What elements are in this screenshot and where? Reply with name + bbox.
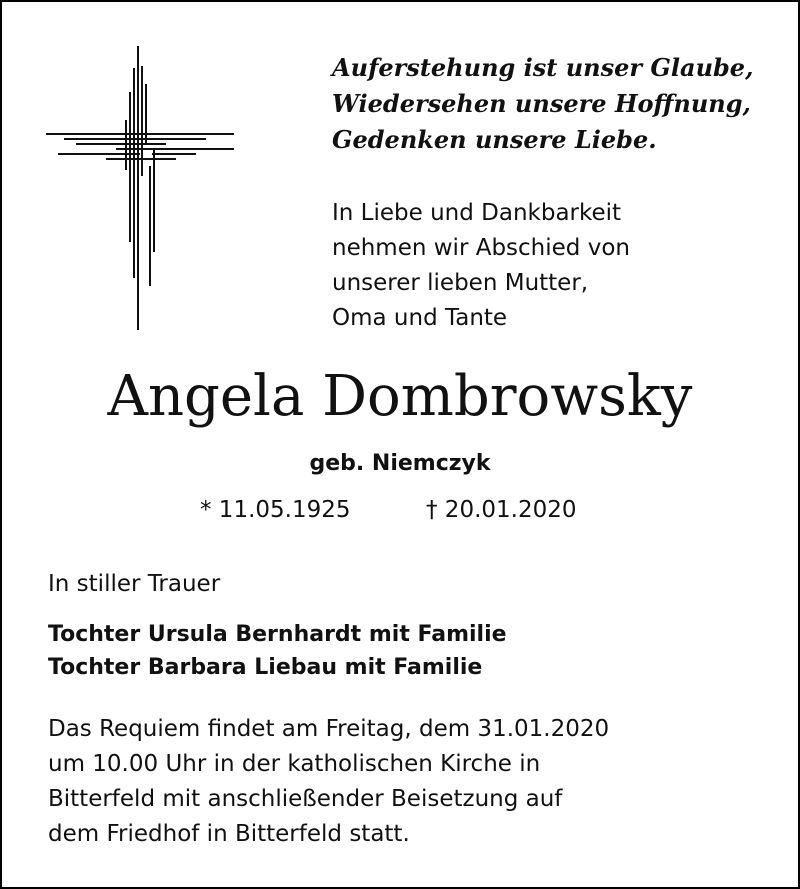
intro-line: Oma und Tante <box>332 305 508 331</box>
motto-quote <box>332 50 753 158</box>
motto-line: Wiedersehen unsere Hoffnung, <box>332 89 751 118</box>
death-date: † 20.01.2020 <box>426 497 577 523</box>
mourner-name: Tochter Barbara Liebau mit Familie <box>48 655 483 680</box>
service-line: dem Friedhof in Bitterfeld statt. <box>48 821 410 847</box>
mourners-list <box>48 618 507 684</box>
mourner-name: Tochter Ursula Bernhardt mit Familie <box>48 622 507 647</box>
intro-line: nehmen wir Abschied von <box>332 235 630 261</box>
mourning-heading: In stiller Trauer <box>48 571 221 597</box>
farewell-intro <box>332 196 630 336</box>
deceased-name: Angela Dombrowsky <box>107 364 693 429</box>
birth-date: * 11.05.1925 <box>200 497 351 523</box>
service-details <box>48 712 609 852</box>
cross-icon <box>46 46 236 330</box>
motto-line: Gedenken unsere Liebe. <box>332 125 657 154</box>
birth-name: geb. Niemczyk <box>309 451 491 476</box>
service-line: Bitterfeld mit anschließender Beisetzung auf <box>48 786 563 812</box>
motto-line: Auferstehung ist unser Glaube, <box>332 53 754 82</box>
intro-line: unserer lieben Mutter, <box>332 270 589 296</box>
service-line: Das Requiem findet am Freitag, dem 31.01.2020 <box>48 716 610 742</box>
service-line: um 10.00 Uhr in der katholischen Kirche in <box>48 751 541 777</box>
intro-line: In Liebe und Dankbarkeit <box>332 200 622 226</box>
